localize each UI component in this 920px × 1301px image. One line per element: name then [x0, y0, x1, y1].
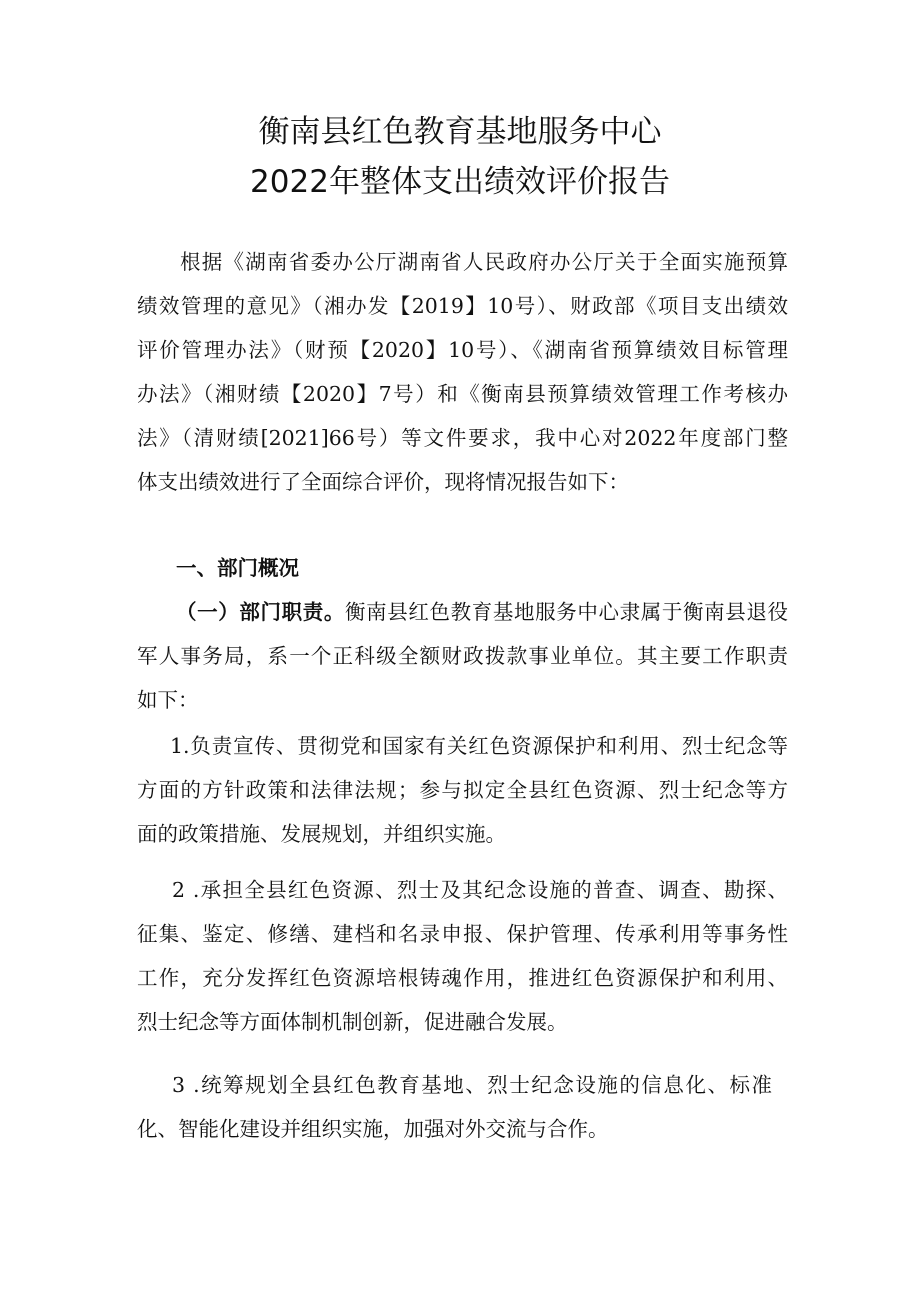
duty-text: 衡南县红色教育基地服务中心隶属于衡南县退役 [345, 600, 788, 624]
item2-line: 2 .承担全县红色资源、烈士及其纪念设施的普查、调查、勘探、 [172, 878, 788, 902]
item1-line: 1.负责宣传、贯彻党和国家有关红色资源保护和利用、烈士纪念等 [170, 734, 788, 758]
intro-line: 法》（清财绩[2021]66号）等文件要求，我中心对2022年度部门整 [137, 426, 788, 450]
title-line-2: 2022年整体支出绩效评价报告 [250, 164, 670, 200]
item2-line: 工作，充分发挥红色资源培根铸魂作用，推进红色资源保护和利用、 [137, 966, 788, 990]
section-heading: 一、部门概况 [176, 556, 299, 580]
item1-line: 面的政策措施、发展规划，并组织实施。 [137, 822, 506, 846]
intro-line: 绩效管理的意见》（湘办发【2019】10号）、财政部《项目支出绩效 [137, 294, 788, 318]
intro-line: 评价管理办法》（财预【2020】10号）、《湖南省预算绩效目标管理 [137, 338, 788, 362]
item3-line: 化、智能化建设并组织实施，加强对外交流与合作。 [137, 1117, 609, 1141]
intro-line: 办法》（湘财绩【2020】7号）和《衡南县预算绩效管理工作考核办 [137, 382, 788, 406]
item2-line: 烈士纪念等方面体制机制创新，促进融合发展。 [137, 1010, 568, 1034]
duty-line [176, 598, 788, 626]
item1-line: 方面的方针政策和法律法规；参与拟定全县红色资源、烈士纪念等方 [137, 778, 788, 802]
duty-line: 军人事务局，系一个正科级全额财政拨款事业单位。其主要工作职责 [137, 644, 788, 668]
item2-line: 征集、鉴定、修缮、建档和名录申报、保护管理、传承利用等事务性 [137, 922, 788, 946]
intro-line: 根据《湖南省委办公厅湖南省人民政府办公厅关于全面实施预算 [180, 250, 788, 274]
title-line-1: 衡南县红色教育基地服务中心 [258, 114, 662, 150]
item3-line: 3 .统筹规划全县红色教育基地、烈士纪念设施的信息化、标准 [172, 1073, 772, 1097]
duty-label: （一）部门职责。 [176, 600, 345, 624]
intro-line: 体支出绩效进行了全面综合评价，现将情况报告如下： [137, 470, 629, 494]
duty-line: 如下： [137, 688, 199, 712]
